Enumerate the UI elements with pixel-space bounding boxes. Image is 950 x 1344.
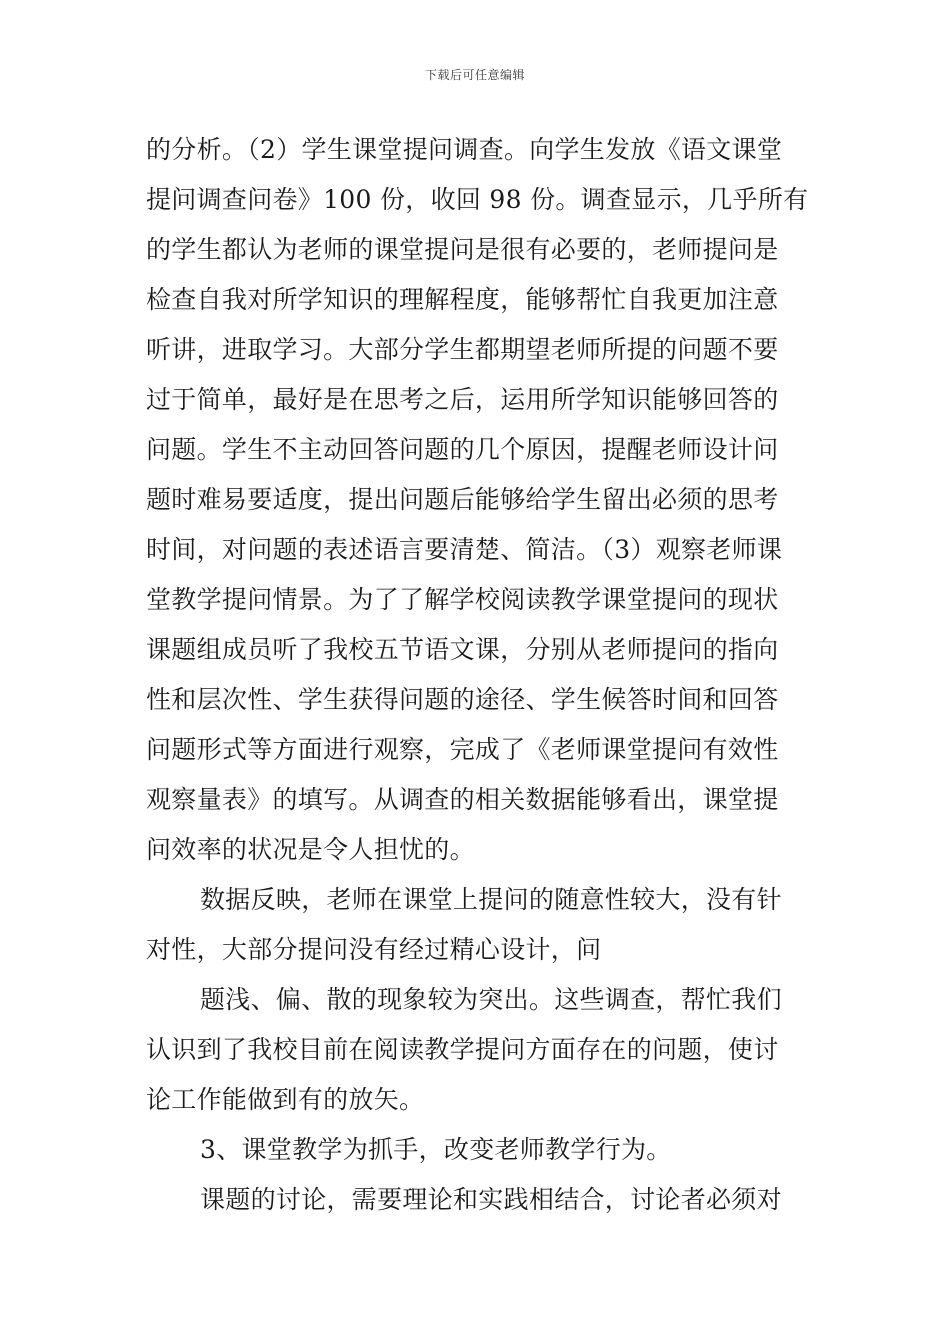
text-line: 题时难易要适度，提出问题后能够给学生留出必须的思考 (146, 485, 779, 514)
text-line: 提问调查问卷》100 份，收回 98 份。调查显示，几乎所有 (146, 185, 809, 214)
text-line: 课题组成员听了我校五节语文课，分别从老师提问的指向 (146, 635, 779, 664)
text-line: 过于简单，最好是在思考之后，运用所学知识能够回答的 (146, 385, 779, 414)
paragraph-start-line: 课题的讨论，需要理论和实践相结合，讨论者必须对 (200, 1185, 782, 1214)
text-line: 检查自我对所学知识的理解程度，能够帮忙自我更加注意 (146, 285, 779, 314)
page-header-note: 下载后可任意编辑 (424, 68, 525, 82)
paragraph-start-line: 数据反映，老师在课堂上提问的随意性较大，没有针 (200, 885, 782, 914)
paragraph-start-line: 题浅、偏、散的现象较为突出。这些调查，帮忙我们 (200, 985, 782, 1014)
text-line: 对性，大部分提问没有经过精心设计，问 (146, 935, 602, 964)
text-line: 问题形式等方面进行观察，完成了《老师课堂提问有效性 (146, 735, 779, 764)
document-body (146, 125, 812, 1225)
text-line: 听讲，进取学习。大部分学生都期望老师所提的问题不要 (146, 335, 779, 364)
text-line: 时间，对问题的表述语言要清楚、简洁。（3）观察老师课 (146, 535, 783, 564)
section-heading-line: 3、课堂教学为抓手，改变老师教学行为。 (200, 1135, 672, 1164)
text-line: 性和层次性、学生获得问题的途径、学生候答时间和回答 (146, 685, 779, 714)
text-line: 问效率的状况是令人担忧的。 (146, 835, 475, 864)
text-line: 的分析。（2）学生课堂提问调查。向学生发放《语文课堂 (146, 135, 783, 164)
text-line: 认识到了我校目前在阅读教学提问方面存在的问题，使讨 (146, 1035, 779, 1064)
text-line: 观察量表》的填写。从调查的相关数据能够看出，课堂提 (146, 785, 779, 814)
text-line: 的学生都认为老师的课堂提问是很有必要的，老师提问是 (146, 235, 779, 264)
text-line: 论工作能做到有的放矢。 (146, 1085, 425, 1114)
text-line: 问题。学生不主动回答问题的几个原因，提醒老师设计问 (146, 435, 779, 464)
text-line: 堂教学提问情景。为了了解学校阅读教学课堂提问的现状 (146, 585, 779, 614)
